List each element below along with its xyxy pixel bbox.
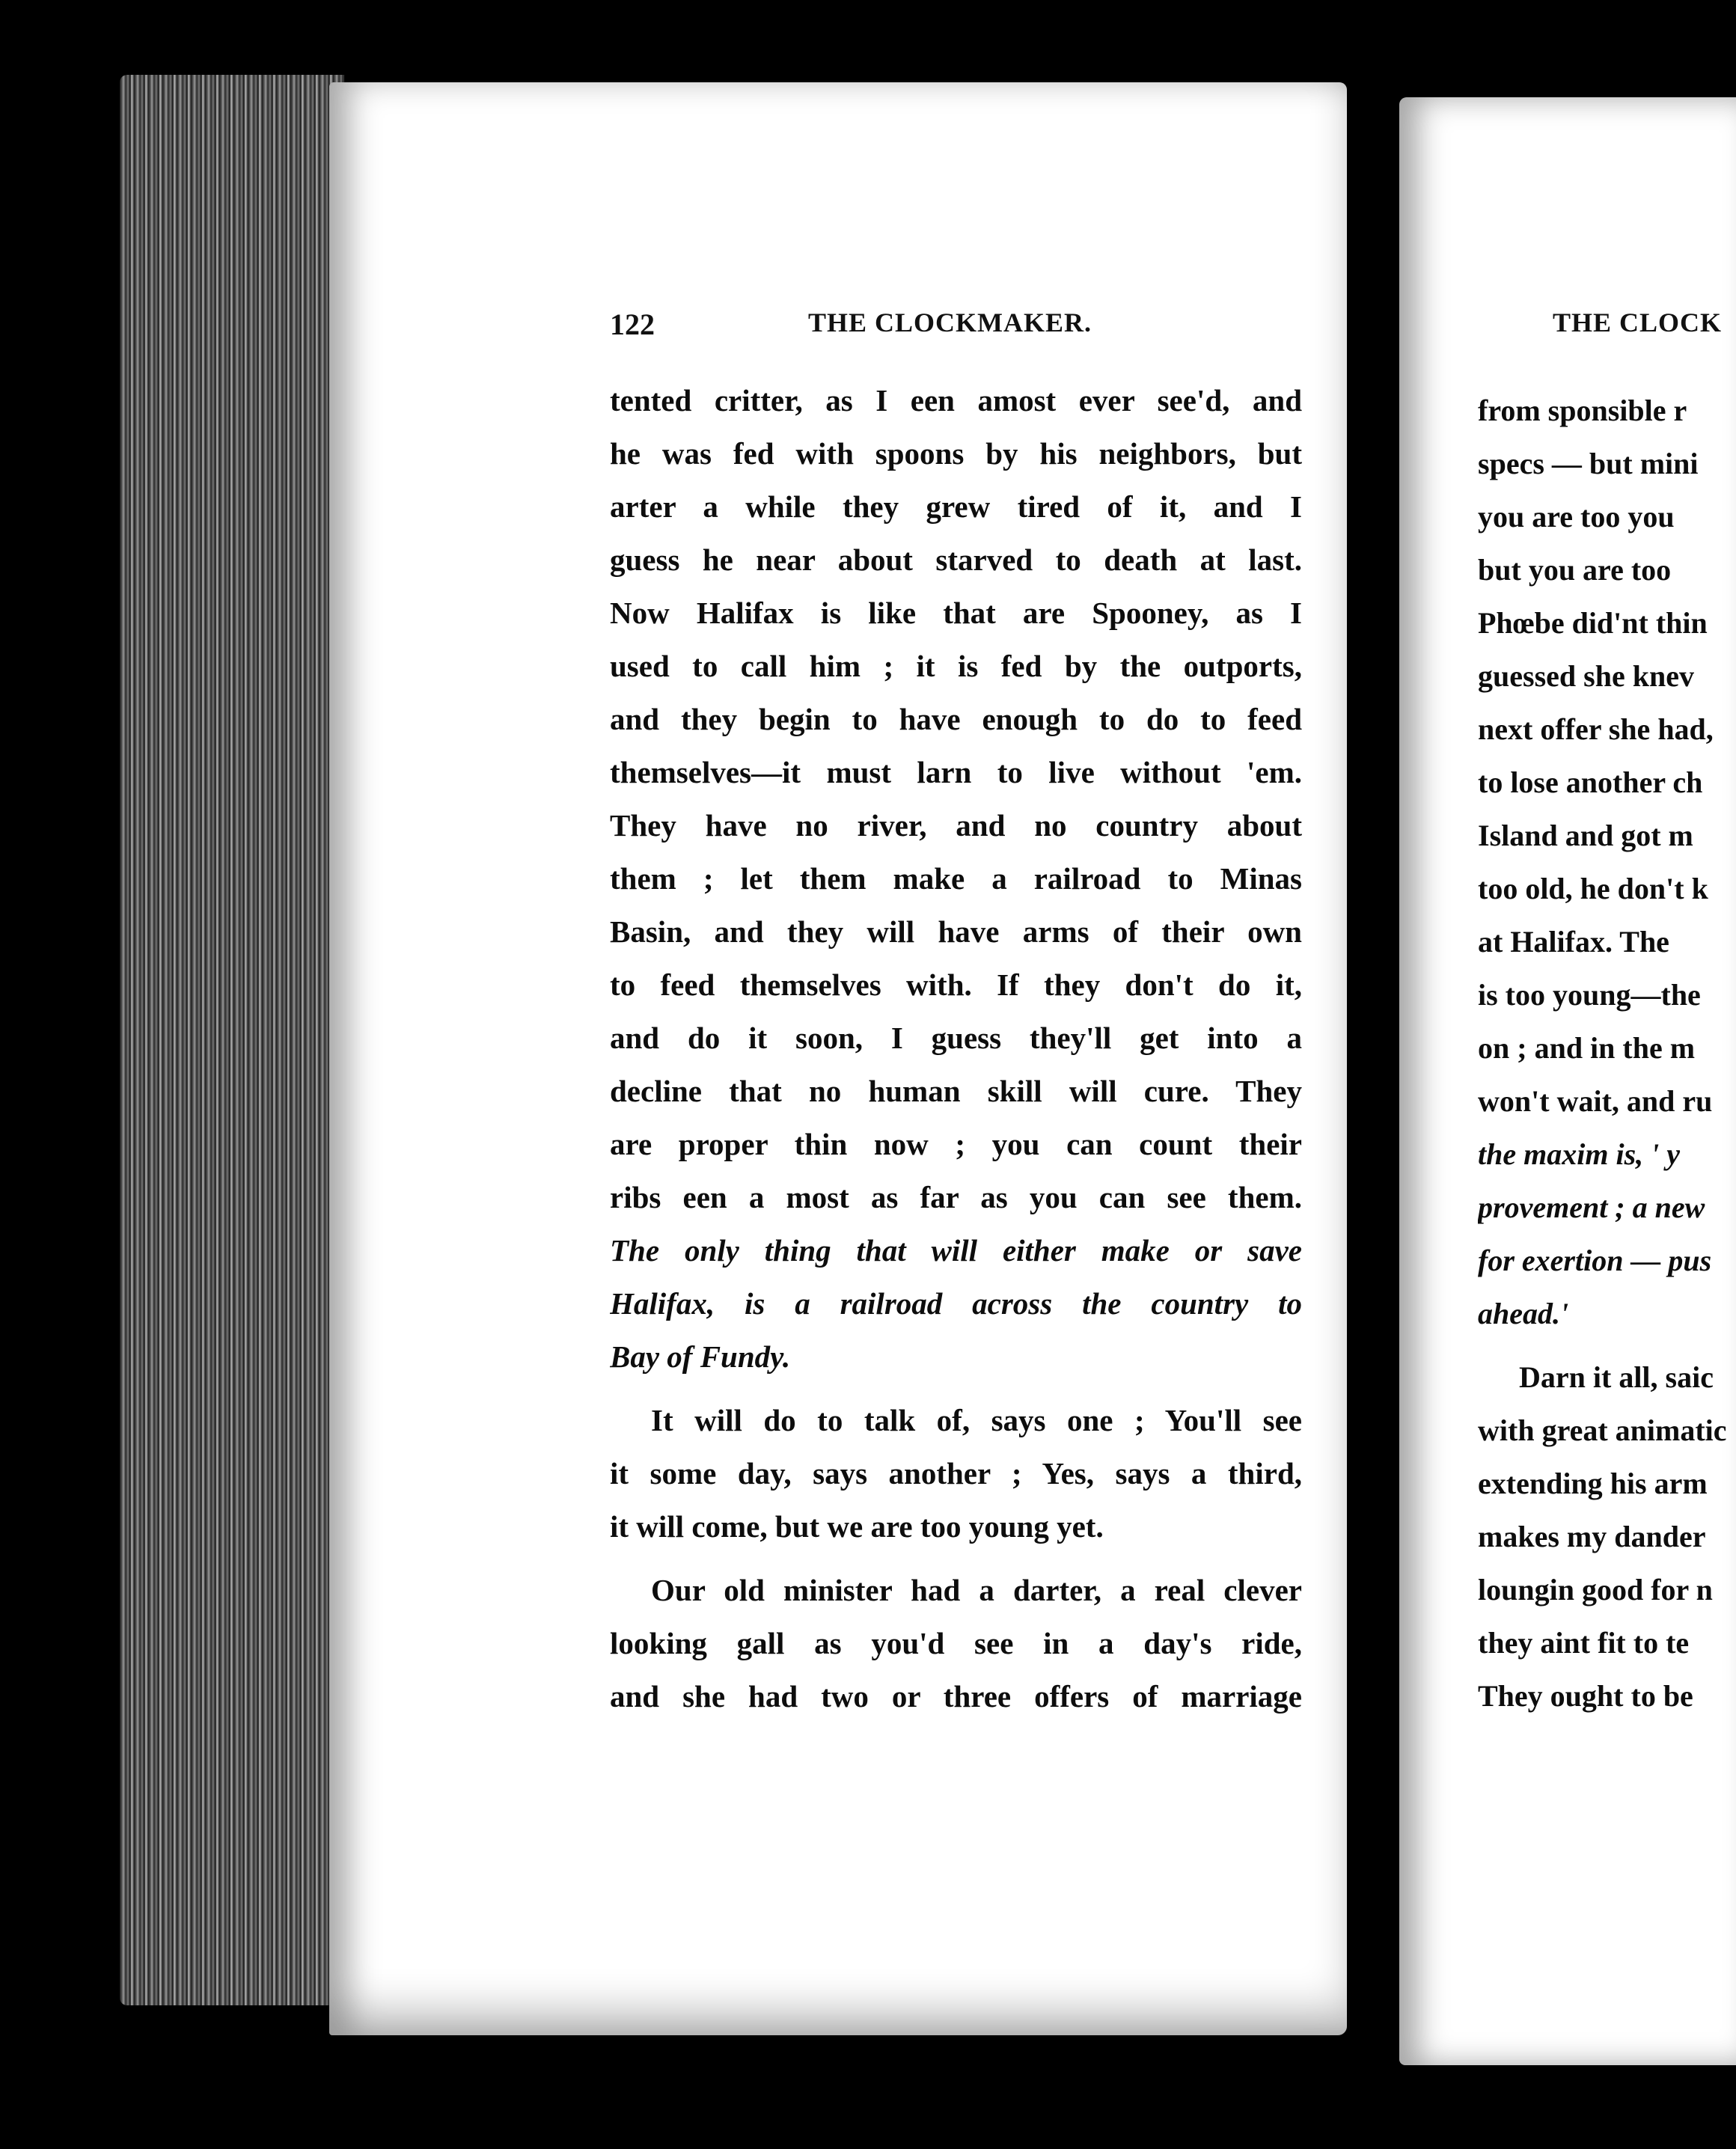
running-head-left: THE CLOCKMAKER. — [808, 308, 1092, 337]
text-line: loungin good for n — [1478, 1573, 1713, 1607]
text-line: you are too you — [1478, 500, 1675, 534]
running-head-right: THE CLOCK — [1553, 308, 1723, 337]
text-line: guess he near about starved to death at last. — [610, 542, 1302, 577]
text-line: looking gall as you'd see in a day's ride, — [610, 1626, 1302, 1660]
text-line: and she had two or three offers of marriage — [610, 1679, 1302, 1714]
text-line: for exertion — pus — [1478, 1244, 1712, 1277]
text-line: is too young—the — [1478, 978, 1701, 1012]
text-line: decline that no human skill will cure. They — [610, 1074, 1302, 1108]
text-line: to lose another ch — [1478, 765, 1703, 799]
text-line: them ; let them make a railroad to Minas — [610, 861, 1302, 896]
text-line: the maxim is, ' y — [1478, 1137, 1680, 1171]
text-line: extending his arm — [1478, 1467, 1708, 1500]
text-line: used to call him ; it is fed by the outports, — [610, 649, 1302, 683]
page-number: 122 — [610, 308, 655, 341]
text-line: guessed she knev — [1478, 659, 1694, 693]
text-line: Bay of Fundy. — [610, 1339, 791, 1374]
text-line: Our old minister had a darter, a real clever — [651, 1573, 1302, 1607]
text-line: The only thing that will either make or save — [610, 1233, 1302, 1268]
text-line: themselves—it must larn to live without 'em. — [610, 755, 1302, 789]
text-line: Phœbe did'nt thin — [1478, 606, 1708, 640]
page-edges — [120, 75, 344, 2005]
text-line: at Halifax. The — [1478, 925, 1669, 959]
text-line: ahead.' — [1478, 1297, 1569, 1330]
text-line: and they begin to have enough to do to feed — [610, 702, 1302, 736]
text-line: tented critter, as I een amost ever see'd, and — [610, 383, 1302, 418]
text-line: on ; and in the m — [1478, 1031, 1696, 1065]
text-line: they aint fit to te — [1478, 1626, 1690, 1660]
text-line: are proper thin now ; you can count their — [610, 1127, 1302, 1161]
text-line: won't wait, and ru — [1478, 1084, 1713, 1118]
text-line: They have no river, and no country about — [610, 808, 1302, 843]
text-line: to feed themselves with. If they don't do it, — [610, 967, 1302, 1002]
text-line: provement ; a new — [1478, 1190, 1705, 1224]
left-page-text — [610, 374, 1302, 1723]
text-line: ribs een a most as far as you can see them. — [610, 1180, 1302, 1214]
text-line: Basin, and they will have arms of their own — [610, 914, 1302, 949]
text-line: it will come, but we are too young yet. — [610, 1509, 1104, 1544]
text-line: It will do to talk of, says one ; You'll see — [651, 1403, 1302, 1437]
text-line: Halifax, is a railroad across the country to — [610, 1286, 1302, 1321]
text-line: with great animatic — [1478, 1413, 1727, 1447]
text-line: Now Halifax is like that are Spooney, as I — [610, 596, 1302, 630]
text-line: arter a while they grew tired of it, and I — [610, 489, 1302, 524]
right-page-text — [1478, 384, 1736, 1722]
text-line: makes my dander — [1478, 1520, 1706, 1553]
text-line: They ought to be — [1478, 1679, 1693, 1713]
text-line: and do it soon, I guess they'll get into a — [610, 1021, 1302, 1055]
text-line: next offer she had, — [1478, 712, 1714, 746]
book-gutter — [1347, 75, 1407, 2080]
text-line: but you are too — [1478, 553, 1672, 587]
text-line: specs — but mini — [1478, 447, 1699, 480]
text-line: too old, he don't k — [1478, 872, 1708, 905]
text-line: it some day, says another ; Yes, says a third, — [610, 1456, 1302, 1491]
text-line: he was fed with spoons by his neighbors, but — [610, 436, 1302, 471]
text-line: Island and got m — [1478, 819, 1693, 852]
text-line: from sponsible r — [1478, 394, 1687, 427]
text-line: Darn it all, saic — [1519, 1360, 1714, 1394]
